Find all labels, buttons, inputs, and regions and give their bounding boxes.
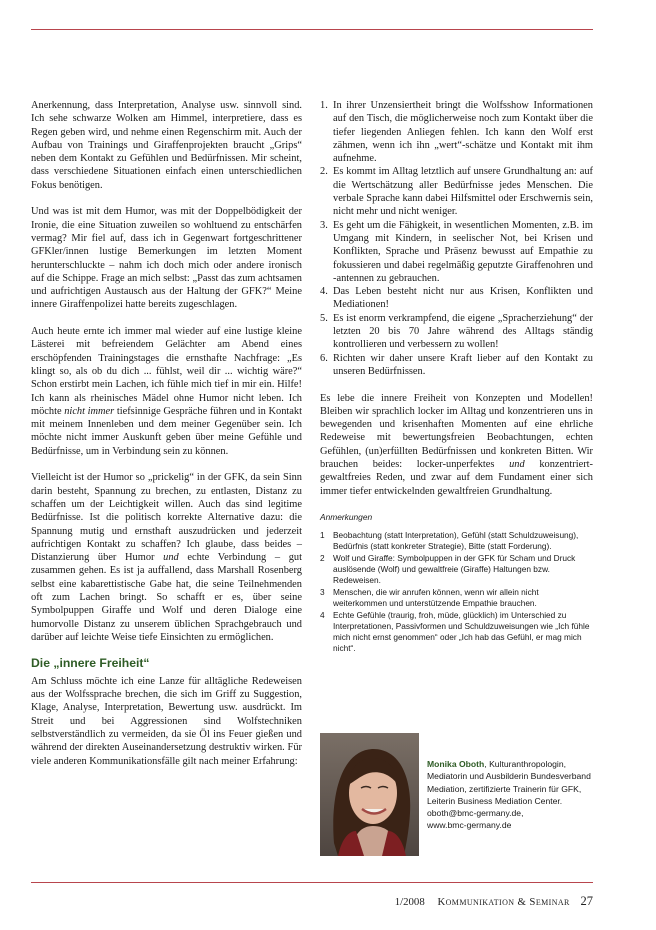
list-item: 4. Das Leben besteht nicht nur aus Krisen, Konflikten und Mediationen! [320,286,593,311]
page-footer [395,894,593,909]
note-item: 3 Menschen, die wir anrufen können, wenn wir allein nicht weiterkommen und unterstützende Empathie brauchen. [320,586,539,609]
note-item: 4 Echte Gefühle (traurig, froh, müde, glücklich) im Unterschied zu Interpretationen, Passivformen und Schuldzuweisungen wie „Ich fühle mich nicht ernst genommen“ oder „Ich hab das Gefühl, er mag mich nicht“. [320,610,590,654]
author-bio [427,758,595,832]
note-item: 2 Wolf und Giraffe: Symbolpuppen in der GFK für Scham und Druck auslösende (Wolf) und gewaltfreie (Giraffe) Haltungen bzw. Redeweisen. [320,552,576,585]
issue-number: 1/2008 [394,896,425,908]
bottom-rule [31,882,593,883]
paragraph: Auch heute ernte ich immer mal wieder auf eine lustige kleine Lästerei mit befreiendem Gelächter am Abend eines erschöpfenden Trainingstages die ernsthafte Nachfrage: „Es klingt so, als ob du dich ... fühlst, weil dir ... wichtig wäre?“ Schon erstirbt mein Lachen, ich fühle mich tief in mir ein. Hilfe! Ich kann als rheinisches Mädel ohne Humor nicht leben. Ich möchte nicht immer tiefsinnige Gespräche führen und in Kontakt mit meinem Innenleben und dem meiner Gegenüber sein. Ich möchte nicht immer Auskunft geben über meine Gefühle und Bedürfnisse, um in Verbindung sein zu können. [31,326,302,457]
right-column [320,99,593,656]
section-heading: Die „innere Freiheit“ [31,656,150,671]
top-rule [31,29,593,30]
note-item: 1 Beobachtung (statt Interpretation), Gefühl (statt Schuldzuweisung), Bedürfnis (statt konkreter Strategie), Bitte (statt Forderung). [320,529,579,551]
paragraph: Anerkennung, dass Interpretation, Analyse usw. sinnvoll sind. Ich sehe schwarze Wolken am Himmel, interpretiere, dass es Regen geben wird, und nehme einen Regenschirm mit. Auch der Aufbau von Trainings und Giraffenprojekten braucht „Grips“ neben dem Kontakt zu Gefühlen und Bedürfnissen. Mir scheint, dass verschiedene Situationen einfach einen unterschiedlichen Fokus benötigen. [31,100,302,191]
left-column [31,99,302,781]
author-email[interactable]: oboth@bmc-germany.de, [427,808,524,819]
list-item: 1. In ihrer Unzensiertheit bringt die Wolfsshow Informationen auf den Tisch, die möglicherweise noch zum Kontakt über die tiefer liegenden Anliegen fehlen. Ich kann den Wolf erst zähmen, wenn ich ihn „wert“-schätze und Kontakt mit ihm aufnehme. [320,100,593,165]
publication-name: Kommunikation & Seminar [437,896,570,908]
author-photo [320,733,419,856]
notes-title: Anmerkungen [320,512,373,523]
emphasis: nicht immer [64,405,115,417]
author-box [320,733,593,856]
list-item: 3. Es geht um die Fähigkeit, in wesentlichen Momenten, z.B. im Umgang mit Kindern, in seelischer Not, bei Krisen und Konflikten, Sprache und Präsenz bewusst auf Empathie zu fokussieren und dabei regelmäßig geputzte Giraffenohren und -antennen zu gebrauchen. [320,219,593,284]
emphasis: und [509,459,525,471]
page-number: 27 [580,894,593,908]
author-name: Monika Oboth [427,759,485,769]
emphasis: und [163,552,179,564]
list-item: 2. Es kommt im Alltag letztlich auf unsere Grundhaltung an: auf die Wertschätzung aller Bedürfnisse jedes Menschen. Die verbale Sprache kann dabei Hilfsmittel oder Erschwernis sein, nicht mehr und nicht weniger. [320,166,593,218]
author-description: , Kulturanthropologin, Mediatorin und Ausbilderin Bundesverband Mediation, zertifizierte Trainerin für GFK, Leiterin Business Mediation Center. [427,759,591,806]
notes-list [320,530,593,655]
paragraph: Vielleicht ist der Humor so „prickelig“ in der GFK, da sein Sinn darin besteht, Spannung zu brechen, zu entlasten, Distanz zu schaffen um der Leichtigkeit willen. Auch das sind legitime Bedürfnisse. Ist die politisch korrekte Alternative dazu: die Spannung mutig und ernsthaft auszudrücken und jederzeit aufrichtigen Kontakt zu schaffen? Ich glaube, dass beides – Distanzierung über Humor und echte Verbindung – gut zusammen gehen. Es ist ja auffallend, dass Marshall Rosenberg selbst eine kabarettistische Gabe hat, die seine Teilnehmenden oft zum Lachen bringt. So schafft er es, über seine Symbolpuppen Giraffe und Wolf und deren Dialoge eine humorvolle Distanz zu unserem üblichen Sprachgebrauch und darüber auf leichte Weise tiefe Einsichten zu ermöglichen. [31,472,302,643]
paragraph: Und was ist mit dem Humor, was mit der Doppelbödigkeit der Ironie, die eine Situation zuweilen so wohltuend zu entschärfen vermag? Mir fiel auf, dass ich in Gegenwart fortgeschrittener GFKler/innen lustige Bemerkungen im letzten Moment herunterschluckte – nahm ich doch mich oder andere ironisch auf die Schippe. Frage an mich selbst: „Passt das zum achtsamen und aufrichtigen Austausch aus der Haltung der GFK?“ Meine innere Giraffenpolizei hatte bereits zugeschlagen. [31,206,302,311]
author-website[interactable]: www.bmc-germany.de [427,820,512,831]
paragraph: Am Schluss möchte ich eine Lanze für alltägliche Redeweisen aus der Wolfssprache brechen, die sich im Griff zu Suggestion, Klage, Analyse, Interpretation, Bewertung usw. ausdrückt. Im Streit und bei Aggressionen sind Wolfstechniken selbstverständlich zu vermeiden, da sie Öl ins Feuer gießen und während der direkten Auseinandersetzung destruktiv wirken. Für viele anderen Kommunikationsfälle gilt nach meiner Erfahrung: [31,675,302,767]
list-item: 6. Richten wir daher unsere Kraft lieber auf den Kontakt zu unseren Bedürfnissen. [320,352,593,377]
numbered-list [320,99,593,378]
list-item: 5. Es ist enorm verkrampfend, die eigene „Spracherziehung“ der letzten 20 bis 70 Jahre während des Alltags ständig kontrollieren und verbessern zu wollen! [320,312,593,351]
paragraph: Es lebe die innere Freiheit von Konzepten und Modellen! Bleiben wir sprachlich locker im Alltag und konzentrieren uns in bewegenden und krisenhaften Momenten auf eine ehrliche Redeweise mit bewertungsfreien Beobachtungen, echten Gefühlen, (un)erfüllten Bedürfnissen und konkreten Bitten. Wir brauchen beides: locker-unperfektes und konzentriert-gewaltfreies Reden, und zwar auf dem Fundament einer sich immer tiefer entwickelnden gewaltfreien Grundhaltung. [320,392,593,497]
